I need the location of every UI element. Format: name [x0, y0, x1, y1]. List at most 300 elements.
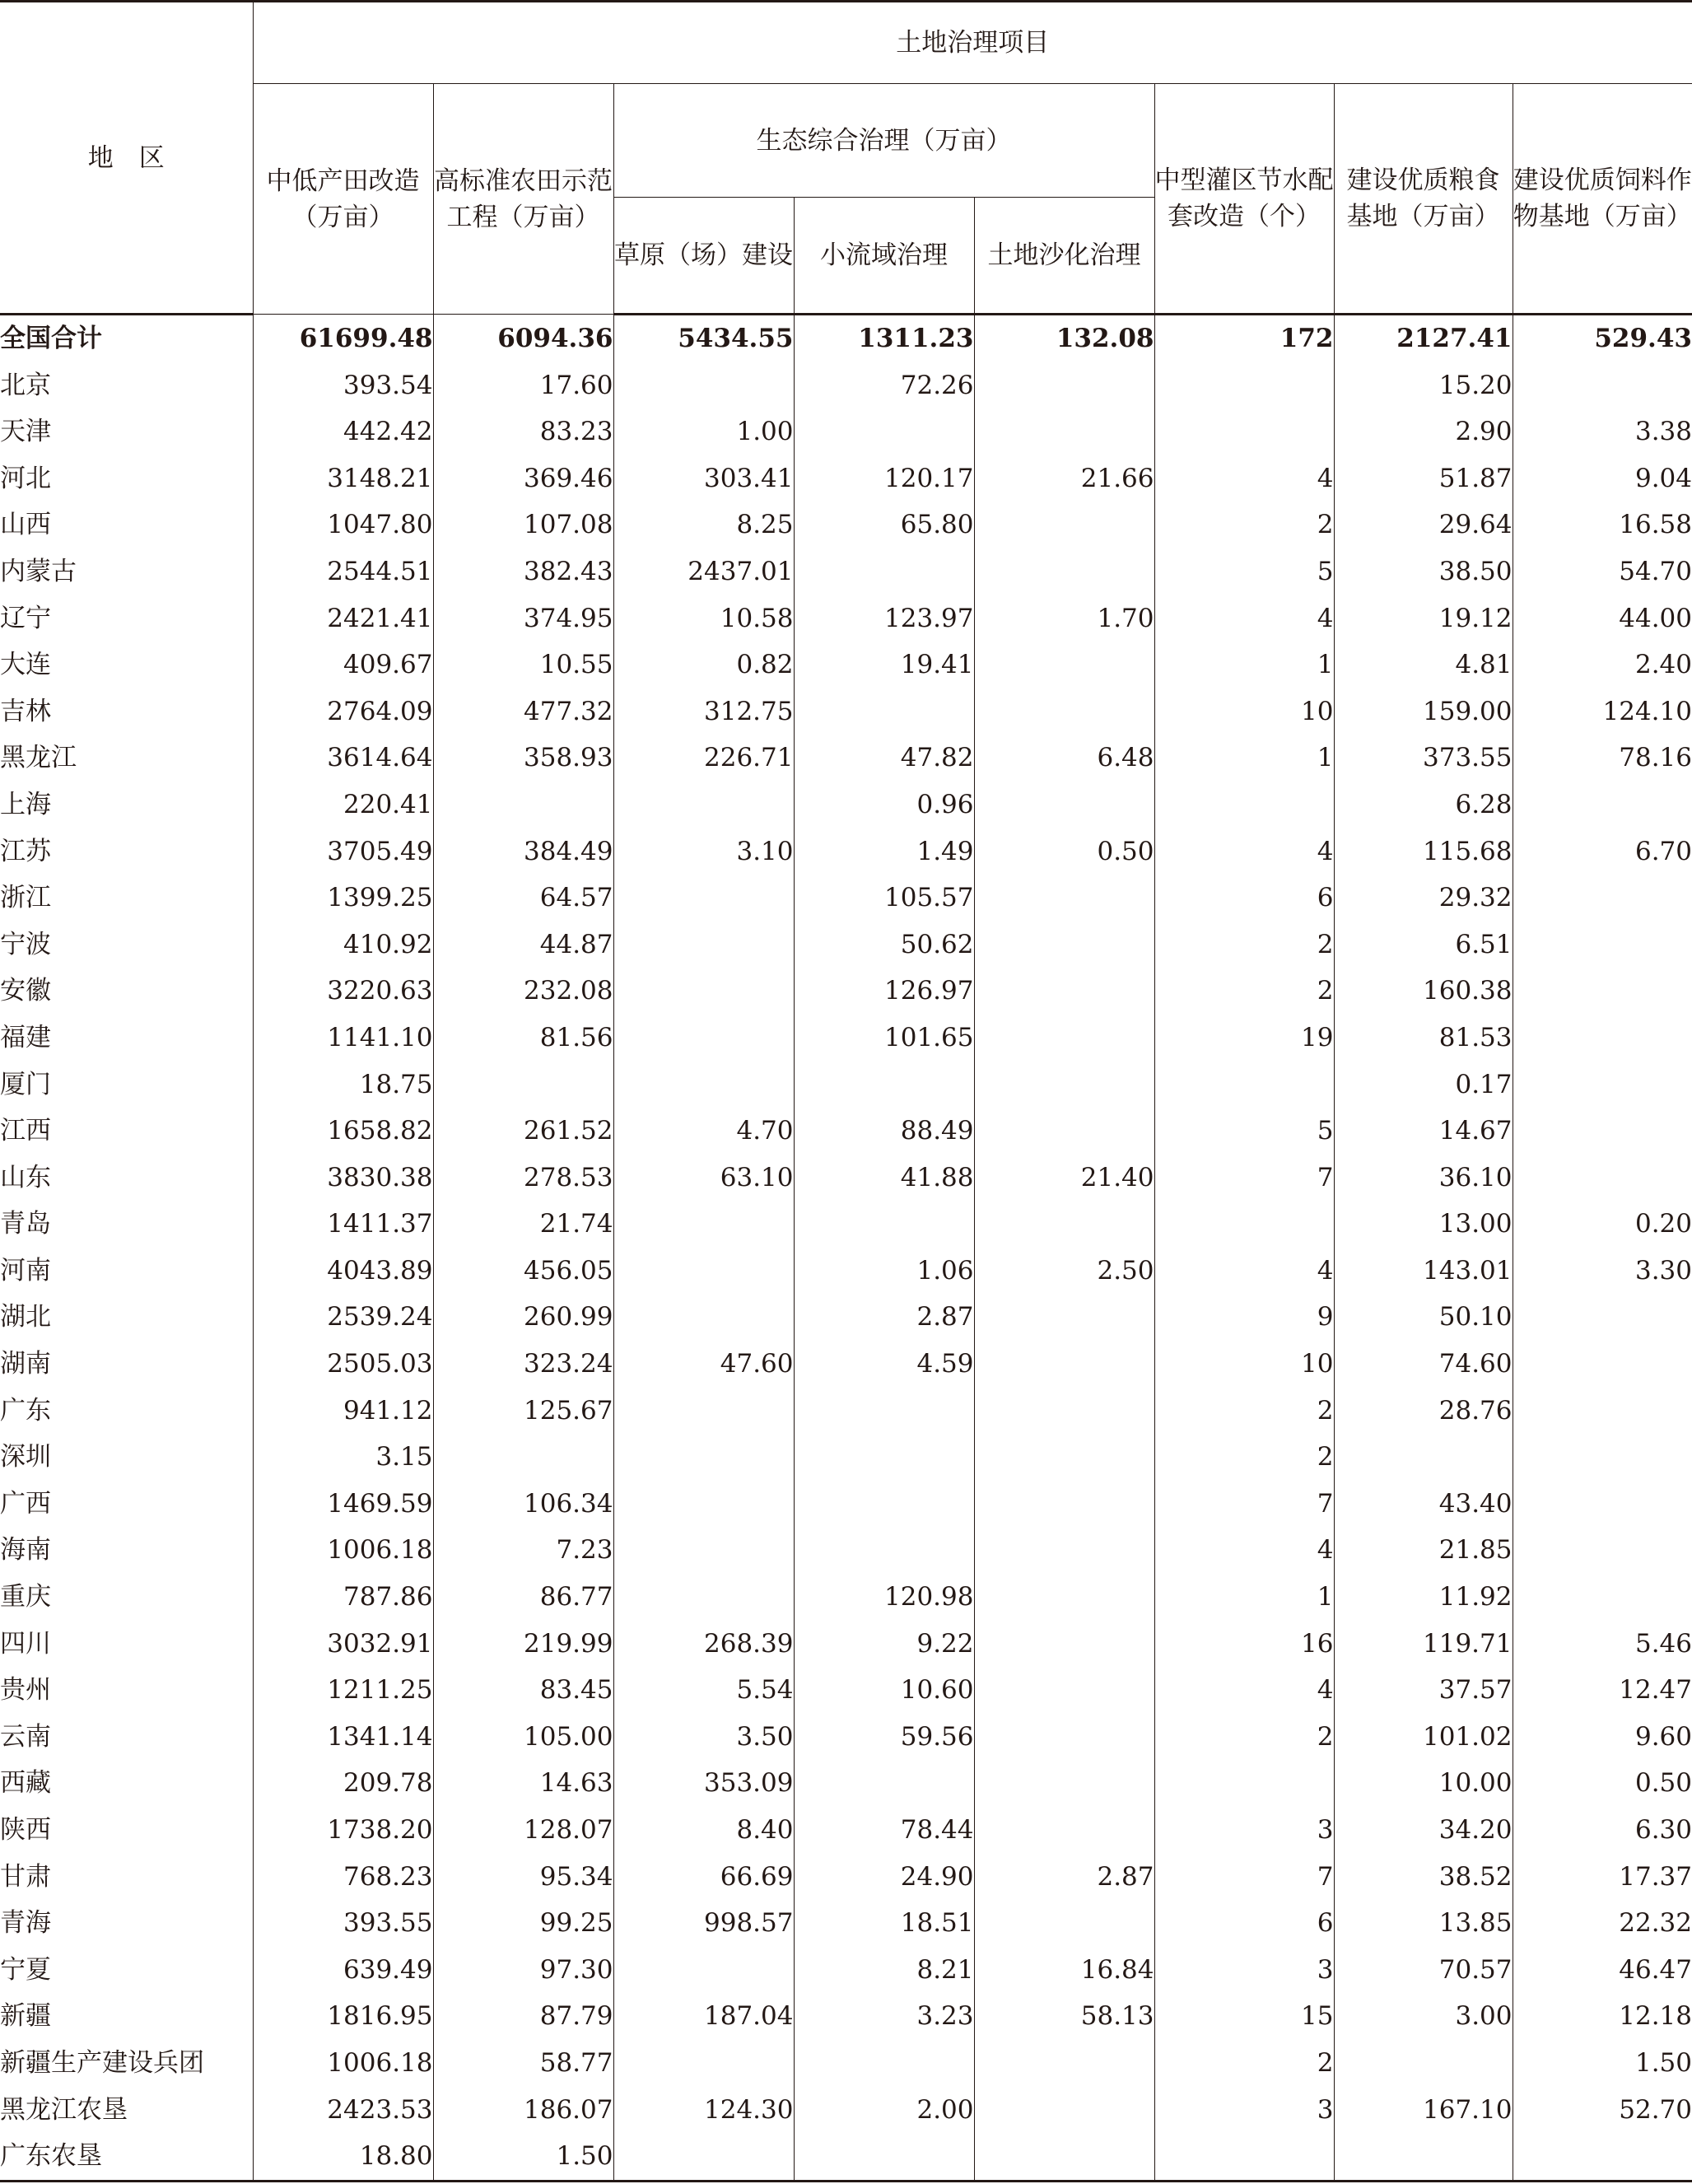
region-name-cell: 上海 — [0, 789, 51, 819]
value-cell: 6.28 — [1334, 782, 1513, 828]
region-name-cell: 贵州 — [0, 1675, 51, 1706]
region-name-cell: 新疆生产建设兵团 — [0, 2047, 204, 2078]
value-cell — [1154, 362, 1334, 409]
value-cell: 124.10 — [1513, 688, 1692, 735]
region-name-cell: 内蒙古 — [0, 556, 77, 586]
value-cell: 2 — [1154, 2040, 1334, 2087]
value-cell: 639.49 — [253, 1947, 433, 1994]
value-cell: 6.51 — [1334, 922, 1513, 968]
value-cell: 19.12 — [1334, 595, 1513, 642]
col-header-feed-crop-base: 建设优质饲料作物基地（万亩） — [1513, 84, 1692, 315]
value-cell: 2127.41 — [1334, 315, 1513, 362]
value-cell — [794, 2133, 974, 2181]
value-cell: 66.69 — [613, 1854, 794, 1901]
value-cell: 2 — [1154, 1434, 1334, 1481]
value-cell: 3.23 — [794, 1993, 974, 2040]
value-cell: 72.26 — [794, 362, 974, 409]
value-cell: 58.77 — [433, 2040, 613, 2087]
value-cell: 3148.21 — [253, 455, 433, 502]
region-name-cell: 广东 — [0, 1395, 51, 1426]
value-cell: 1006.18 — [253, 1527, 433, 1574]
value-cell: 1738.20 — [253, 1807, 433, 1854]
value-cell: 2539.24 — [253, 1294, 433, 1341]
value-cell: 529.43 — [1513, 315, 1692, 362]
value-cell: 59.56 — [794, 1714, 974, 1761]
value-cell: 0.96 — [794, 782, 974, 828]
value-cell — [1334, 2040, 1513, 2087]
value-cell: 11.92 — [1334, 1574, 1513, 1621]
value-cell: 21.74 — [433, 1201, 613, 1248]
value-cell: 159.00 — [1334, 688, 1513, 735]
value-cell: 393.55 — [253, 1900, 433, 1947]
value-cell: 1816.95 — [253, 1993, 433, 2040]
value-cell: 220.41 — [253, 782, 433, 828]
value-cell: 64.57 — [433, 875, 613, 922]
value-cell: 95.34 — [433, 1854, 613, 1901]
value-cell — [1513, 1294, 1692, 1341]
value-cell: 3614.64 — [253, 735, 433, 782]
value-cell: 87.79 — [433, 1993, 613, 2040]
table-row — [0, 1854, 1692, 1901]
region-name-cell: 陕西 — [0, 1815, 51, 1845]
value-cell: 5 — [1154, 1108, 1334, 1155]
value-cell: 124.30 — [613, 2087, 794, 2134]
table-row — [0, 2087, 1692, 2134]
value-cell: 1047.80 — [253, 502, 433, 548]
col-header-small-watershed: 小流域治理 — [794, 198, 974, 315]
value-cell — [974, 1760, 1154, 1807]
value-cell: 1.00 — [613, 408, 794, 455]
value-cell: 7 — [1154, 1155, 1334, 1202]
region-name-cell: 重庆 — [0, 1582, 51, 1612]
value-cell: 18.80 — [253, 2133, 433, 2181]
value-cell: 5.54 — [613, 1667, 794, 1714]
table-row — [0, 922, 1692, 968]
value-cell — [974, 408, 1154, 455]
region-name-cell: 辽宁 — [0, 603, 51, 633]
value-cell: 99.25 — [433, 1900, 613, 1947]
value-cell — [613, 1015, 794, 1062]
value-cell: 107.08 — [433, 502, 613, 548]
value-cell — [974, 1015, 1154, 1062]
value-cell — [974, 782, 1154, 828]
value-cell: 4 — [1154, 828, 1334, 875]
value-cell: 44.87 — [433, 922, 613, 968]
region-name-cell: 吉林 — [0, 696, 51, 726]
value-cell: 410.92 — [253, 922, 433, 968]
value-cell: 6.48 — [974, 735, 1154, 782]
value-cell — [613, 362, 794, 409]
value-cell: 2437.01 — [613, 548, 794, 595]
value-cell: 120.98 — [794, 1574, 974, 1621]
value-cell: 369.46 — [433, 455, 613, 502]
value-cell: 3.30 — [1513, 1248, 1692, 1295]
value-cell: 19.41 — [794, 642, 974, 688]
value-cell: 125.67 — [433, 1388, 613, 1435]
col-header-desertification: 土地沙化治理 — [974, 198, 1154, 315]
value-cell: 101.65 — [794, 1015, 974, 1062]
value-cell — [613, 1527, 794, 1574]
value-cell: 7 — [1154, 1481, 1334, 1528]
region-name-cell: 深圳 — [0, 1442, 51, 1472]
region-name-cell: 江西 — [0, 1116, 51, 1146]
value-cell — [794, 688, 974, 735]
value-cell: 3 — [1154, 1947, 1334, 1994]
value-cell: 442.42 — [253, 408, 433, 455]
value-cell — [433, 1062, 613, 1108]
value-cell: 9.22 — [794, 1621, 974, 1668]
value-cell — [613, 968, 794, 1015]
value-cell: 187.04 — [613, 1993, 794, 2040]
value-cell: 13.00 — [1334, 1201, 1513, 1248]
region-name-cell: 安徽 — [0, 976, 51, 1006]
value-cell: 4.81 — [1334, 642, 1513, 688]
value-cell: 78.44 — [794, 1807, 974, 1854]
value-cell: 7.23 — [433, 1527, 613, 1574]
value-cell: 3.15 — [253, 1434, 433, 1481]
table-body — [0, 315, 1692, 2182]
value-cell: 51.87 — [1334, 455, 1513, 502]
value-cell: 9 — [1154, 1294, 1334, 1341]
region-name-cell: 大连 — [0, 650, 51, 680]
value-cell: 21.66 — [974, 455, 1154, 502]
value-cell — [613, 1201, 794, 1248]
value-cell — [794, 2040, 974, 2087]
table-row — [0, 735, 1692, 782]
value-cell: 1.49 — [794, 828, 974, 875]
value-cell: 353.09 — [613, 1760, 794, 1807]
value-cell: 15.20 — [1334, 362, 1513, 409]
value-cell: 126.97 — [794, 968, 974, 1015]
value-cell: 16 — [1154, 1621, 1334, 1668]
value-cell: 10 — [1154, 1341, 1334, 1388]
value-cell — [613, 2133, 794, 2181]
value-cell — [974, 1714, 1154, 1761]
value-cell: 6 — [1154, 1900, 1334, 1947]
value-cell — [433, 782, 613, 828]
value-cell: 2.00 — [794, 2087, 974, 2134]
value-cell: 768.23 — [253, 1854, 433, 1901]
value-cell: 2 — [1154, 1388, 1334, 1435]
value-cell: 50.10 — [1334, 1294, 1513, 1341]
value-cell: 34.20 — [1334, 1807, 1513, 1854]
table-row — [0, 1201, 1692, 1248]
value-cell: 2 — [1154, 922, 1334, 968]
value-cell: 941.12 — [253, 1388, 433, 1435]
value-cell — [1513, 1015, 1692, 1062]
region-name-cell: 青海 — [0, 1908, 51, 1939]
value-cell: 1 — [1154, 642, 1334, 688]
table-row — [0, 642, 1692, 688]
table-row — [0, 408, 1692, 455]
value-cell: 10.55 — [433, 642, 613, 688]
value-cell — [794, 1481, 974, 1528]
table-row — [0, 455, 1692, 502]
value-cell: 6094.36 — [433, 315, 613, 362]
region-name-cell: 广西 — [0, 1488, 51, 1519]
value-cell: 1141.10 — [253, 1015, 433, 1062]
value-cell: 0.20 — [1513, 1201, 1692, 1248]
value-cell: 63.10 — [613, 1155, 794, 1202]
value-cell — [613, 1947, 794, 1994]
table-row — [0, 548, 1692, 595]
value-cell: 2 — [1154, 1714, 1334, 1761]
value-cell: 3.50 — [613, 1714, 794, 1761]
value-cell: 1.50 — [433, 2133, 613, 2181]
region-name-cell: 宁夏 — [0, 1954, 51, 1985]
value-cell: 50.62 — [794, 922, 974, 968]
region-name-cell: 全国合计 — [0, 324, 102, 353]
value-cell: 2423.53 — [253, 2087, 433, 2134]
value-cell — [974, 1108, 1154, 1155]
value-cell: 4 — [1154, 595, 1334, 642]
value-cell: 14.67 — [1334, 1108, 1513, 1155]
region-name-cell: 山东 — [0, 1162, 51, 1192]
region-name-cell: 湖南 — [0, 1349, 51, 1379]
value-cell — [1334, 2133, 1513, 2181]
value-cell: 78.16 — [1513, 735, 1692, 782]
value-cell: 105.00 — [433, 1714, 613, 1761]
col-header-grassland: 草原（场）建设 — [613, 198, 794, 315]
value-cell: 83.45 — [433, 1667, 613, 1714]
region-name-cell: 厦门 — [0, 1069, 51, 1099]
region-name-cell: 福建 — [0, 1022, 51, 1052]
value-cell: 2 — [1154, 968, 1334, 1015]
value-cell: 143.01 — [1334, 1248, 1513, 1295]
value-cell: 393.54 — [253, 362, 433, 409]
table-row — [0, 595, 1692, 642]
value-cell — [1513, 362, 1692, 409]
table-row — [0, 875, 1692, 922]
value-cell: 0.82 — [613, 642, 794, 688]
value-cell: 1311.23 — [794, 315, 974, 362]
value-cell — [1513, 1341, 1692, 1388]
value-cell: 36.10 — [1334, 1155, 1513, 1202]
value-cell: 1411.37 — [253, 1201, 433, 1248]
value-cell — [974, 1062, 1154, 1108]
value-cell — [1513, 1481, 1692, 1528]
region-name-cell: 云南 — [0, 1721, 51, 1752]
value-cell — [1154, 2133, 1334, 2181]
table-row — [0, 1015, 1692, 1062]
value-cell: 12.18 — [1513, 1993, 1692, 2040]
value-cell: 477.32 — [433, 688, 613, 735]
value-cell: 226.71 — [613, 735, 794, 782]
region-name-cell: 山西 — [0, 510, 51, 540]
table-row — [0, 1621, 1692, 1668]
value-cell: 132.08 — [974, 315, 1154, 362]
value-cell — [794, 1201, 974, 1248]
value-cell — [1154, 1062, 1334, 1108]
value-cell: 323.24 — [433, 1341, 613, 1388]
value-cell: 123.97 — [794, 595, 974, 642]
col-header-grain-base: 建设优质粮食基地（万亩） — [1334, 84, 1513, 315]
value-cell: 6.30 — [1513, 1807, 1692, 1854]
value-cell: 6.70 — [1513, 828, 1692, 875]
value-cell — [1513, 1155, 1692, 1202]
value-cell — [613, 875, 794, 922]
value-cell: 1341.14 — [253, 1714, 433, 1761]
value-cell: 106.34 — [433, 1481, 613, 1528]
value-cell: 167.10 — [1334, 2087, 1513, 2134]
value-cell: 7 — [1154, 1854, 1334, 1901]
value-cell: 4 — [1154, 1527, 1334, 1574]
value-cell — [974, 2133, 1154, 2181]
value-cell: 3830.38 — [253, 1155, 433, 1202]
value-cell — [1154, 782, 1334, 828]
value-cell — [794, 1760, 974, 1807]
value-cell: 5 — [1154, 548, 1334, 595]
value-cell — [974, 1527, 1154, 1574]
value-cell: 2.50 — [974, 1248, 1154, 1295]
value-cell: 101.02 — [1334, 1714, 1513, 1761]
value-cell — [974, 1201, 1154, 1248]
land-treatment-group-header: 土地治理项目 — [253, 2, 1692, 84]
value-cell: 2421.41 — [253, 595, 433, 642]
value-cell: 0.50 — [974, 828, 1154, 875]
value-cell — [974, 1807, 1154, 1854]
value-cell — [974, 642, 1154, 688]
value-cell: 268.39 — [613, 1621, 794, 1668]
value-cell: 1.50 — [1513, 2040, 1692, 2087]
value-cell: 81.53 — [1334, 1015, 1513, 1062]
table-row — [0, 1294, 1692, 1341]
value-cell: 186.07 — [433, 2087, 613, 2134]
value-cell: 4.70 — [613, 1108, 794, 1155]
value-cell — [613, 922, 794, 968]
value-cell: 2.87 — [794, 1294, 974, 1341]
value-cell: 1211.25 — [253, 1667, 433, 1714]
value-cell: 8.21 — [794, 1947, 974, 1994]
region-name-cell: 宁波 — [0, 929, 51, 959]
value-cell: 2 — [1154, 502, 1334, 548]
value-cell — [794, 548, 974, 595]
value-cell — [1513, 922, 1692, 968]
region-name-cell: 天津 — [0, 417, 51, 447]
value-cell: 119.71 — [1334, 1621, 1513, 1668]
value-cell: 65.80 — [794, 502, 974, 548]
table-row — [0, 1434, 1692, 1481]
value-cell: 37.57 — [1334, 1667, 1513, 1714]
table-row — [0, 1760, 1692, 1807]
value-cell — [433, 1434, 613, 1481]
value-cell: 4 — [1154, 455, 1334, 502]
value-cell — [974, 922, 1154, 968]
value-cell: 1 — [1154, 1574, 1334, 1621]
value-cell: 14.63 — [433, 1760, 613, 1807]
value-cell: 8.25 — [613, 502, 794, 548]
value-cell: 2.40 — [1513, 642, 1692, 688]
table-row — [0, 1807, 1692, 1854]
value-cell: 29.64 — [1334, 502, 1513, 548]
value-cell: 1.06 — [794, 1248, 974, 1295]
value-cell — [974, 688, 1154, 735]
value-cell: 3.38 — [1513, 408, 1692, 455]
value-cell — [974, 875, 1154, 922]
value-cell — [1154, 1760, 1334, 1807]
value-cell — [1513, 1108, 1692, 1155]
value-cell — [974, 1900, 1154, 1947]
value-cell: 97.30 — [433, 1947, 613, 1994]
value-cell: 22.32 — [1513, 1900, 1692, 1947]
value-cell: 358.93 — [433, 735, 613, 782]
region-name-cell: 浙江 — [0, 883, 51, 913]
value-cell: 373.55 — [1334, 735, 1513, 782]
value-cell: 41.88 — [794, 1155, 974, 1202]
value-cell: 29.32 — [1334, 875, 1513, 922]
value-cell: 2505.03 — [253, 1341, 433, 1388]
region-name-cell: 青岛 — [0, 1209, 51, 1239]
value-cell — [974, 502, 1154, 548]
value-cell: 18.51 — [794, 1900, 974, 1947]
value-cell — [974, 2040, 1154, 2087]
value-cell — [794, 1388, 974, 1435]
value-cell: 3 — [1154, 2087, 1334, 2134]
value-cell: 172 — [1154, 315, 1334, 362]
value-cell — [974, 968, 1154, 1015]
value-cell — [794, 1434, 974, 1481]
value-cell — [974, 1574, 1154, 1621]
value-cell — [613, 1481, 794, 1528]
value-cell: 21.85 — [1334, 1527, 1513, 1574]
value-cell: 0.17 — [1334, 1062, 1513, 1108]
value-cell: 21.40 — [974, 1155, 1154, 1202]
value-cell — [974, 1294, 1154, 1341]
value-cell: 9.60 — [1513, 1714, 1692, 1761]
value-cell: 1 — [1154, 735, 1334, 782]
value-cell — [1513, 1434, 1692, 1481]
value-cell: 3032.91 — [253, 1621, 433, 1668]
value-cell: 4043.89 — [253, 1248, 433, 1295]
value-cell: 54.70 — [1513, 548, 1692, 595]
value-cell: 15 — [1154, 1993, 1334, 2040]
value-cell — [1513, 782, 1692, 828]
value-cell — [1513, 1574, 1692, 1621]
value-cell: 83.23 — [433, 408, 613, 455]
value-cell: 0.50 — [1513, 1760, 1692, 1807]
value-cell — [974, 1621, 1154, 1668]
col-header-irrigation-districts: 中型灌区节水配套改造（个） — [1154, 84, 1334, 315]
value-cell: 374.95 — [433, 595, 613, 642]
value-cell — [1154, 408, 1334, 455]
value-cell: 998.57 — [613, 1900, 794, 1947]
table-row — [0, 1527, 1692, 1574]
value-cell: 70.57 — [1334, 1947, 1513, 1994]
value-cell: 74.60 — [1334, 1341, 1513, 1388]
value-cell — [974, 362, 1154, 409]
value-cell: 16.58 — [1513, 502, 1692, 548]
table-row — [0, 1993, 1692, 2040]
value-cell — [613, 1574, 794, 1621]
value-cell — [794, 1062, 974, 1108]
value-cell: 3705.49 — [253, 828, 433, 875]
value-cell: 10 — [1154, 688, 1334, 735]
value-cell: 115.68 — [1334, 828, 1513, 875]
value-cell: 16.84 — [974, 1947, 1154, 1994]
value-cell: 24.90 — [794, 1854, 974, 1901]
region-name-cell: 甘肃 — [0, 1861, 51, 1892]
value-cell — [613, 1388, 794, 1435]
value-cell — [613, 782, 794, 828]
value-cell: 105.57 — [794, 875, 974, 922]
value-cell — [974, 1481, 1154, 1528]
value-cell: 219.99 — [433, 1621, 613, 1668]
value-cell: 5.46 — [1513, 1621, 1692, 1668]
value-cell: 209.78 — [253, 1760, 433, 1807]
region-name-cell: 广东农垦 — [0, 2133, 253, 2181]
value-cell — [1513, 1062, 1692, 1108]
value-cell: 261.52 — [433, 1108, 613, 1155]
